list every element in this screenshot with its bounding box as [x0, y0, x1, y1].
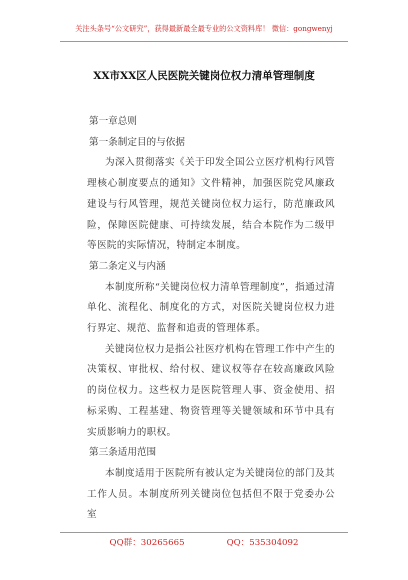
document-body	[87, 112, 335, 526]
body-paragraph: 为深入贯彻落实《关于印发全国公立医疗机构行风管理核心制度要点的通知》文件精神，加强医院党风廉政建设与行风管理，规范关键岗位权力运行，防范廉政风险，保障医院健康、可持续发展，结合本院作为二级甲等医院的实际情况，特制定本制度。	[87, 157, 335, 252]
chapter-heading: 第一章总则	[89, 116, 137, 127]
body-paragraph: 本制度适用于医院所有被认定为关键岗位的部门及其工作人员。本制度所列关键岗位包括但不限于党委办公室	[87, 467, 335, 521]
footer-divider	[60, 532, 348, 533]
footer-qq-number: QQ：535304092	[226, 538, 299, 548]
footer-contact	[0, 536, 408, 548]
header-promo-note: 关注头条号“公文研究”，获得最新最全最专业的公文资料库！ 微信：gongwenyj	[75, 24, 333, 33]
body-paragraph: 关键岗位权力是指公社医疗机构在管理工作中产生的决策权、审批权、给付权、建议权等存在较高廉政风险的岗位权力。这些权力是医院管理人事、资金使用、招标采购、工程基建、物资管理等关键领域和环节中具有实质影响力的职权。	[87, 343, 335, 438]
document-title: XX市XX区人民医院关键岗位权力清单管理制度	[93, 70, 315, 82]
header-divider	[60, 41, 348, 42]
article-heading: 第一条制定目的与依据	[89, 136, 185, 148]
article-heading: 第二条定义与内涵	[89, 260, 166, 272]
article-heading: 第三条适用范围	[89, 447, 157, 459]
footer-qq-group: QQ群：30265665	[109, 538, 185, 548]
body-paragraph: 本制度所称“关键岗位权力清单管理制度”，指通过清单化、流程化、制度化的方式，对医院关键岗位权力进行界定、规范、监督和追责的管理体系。	[87, 281, 335, 335]
